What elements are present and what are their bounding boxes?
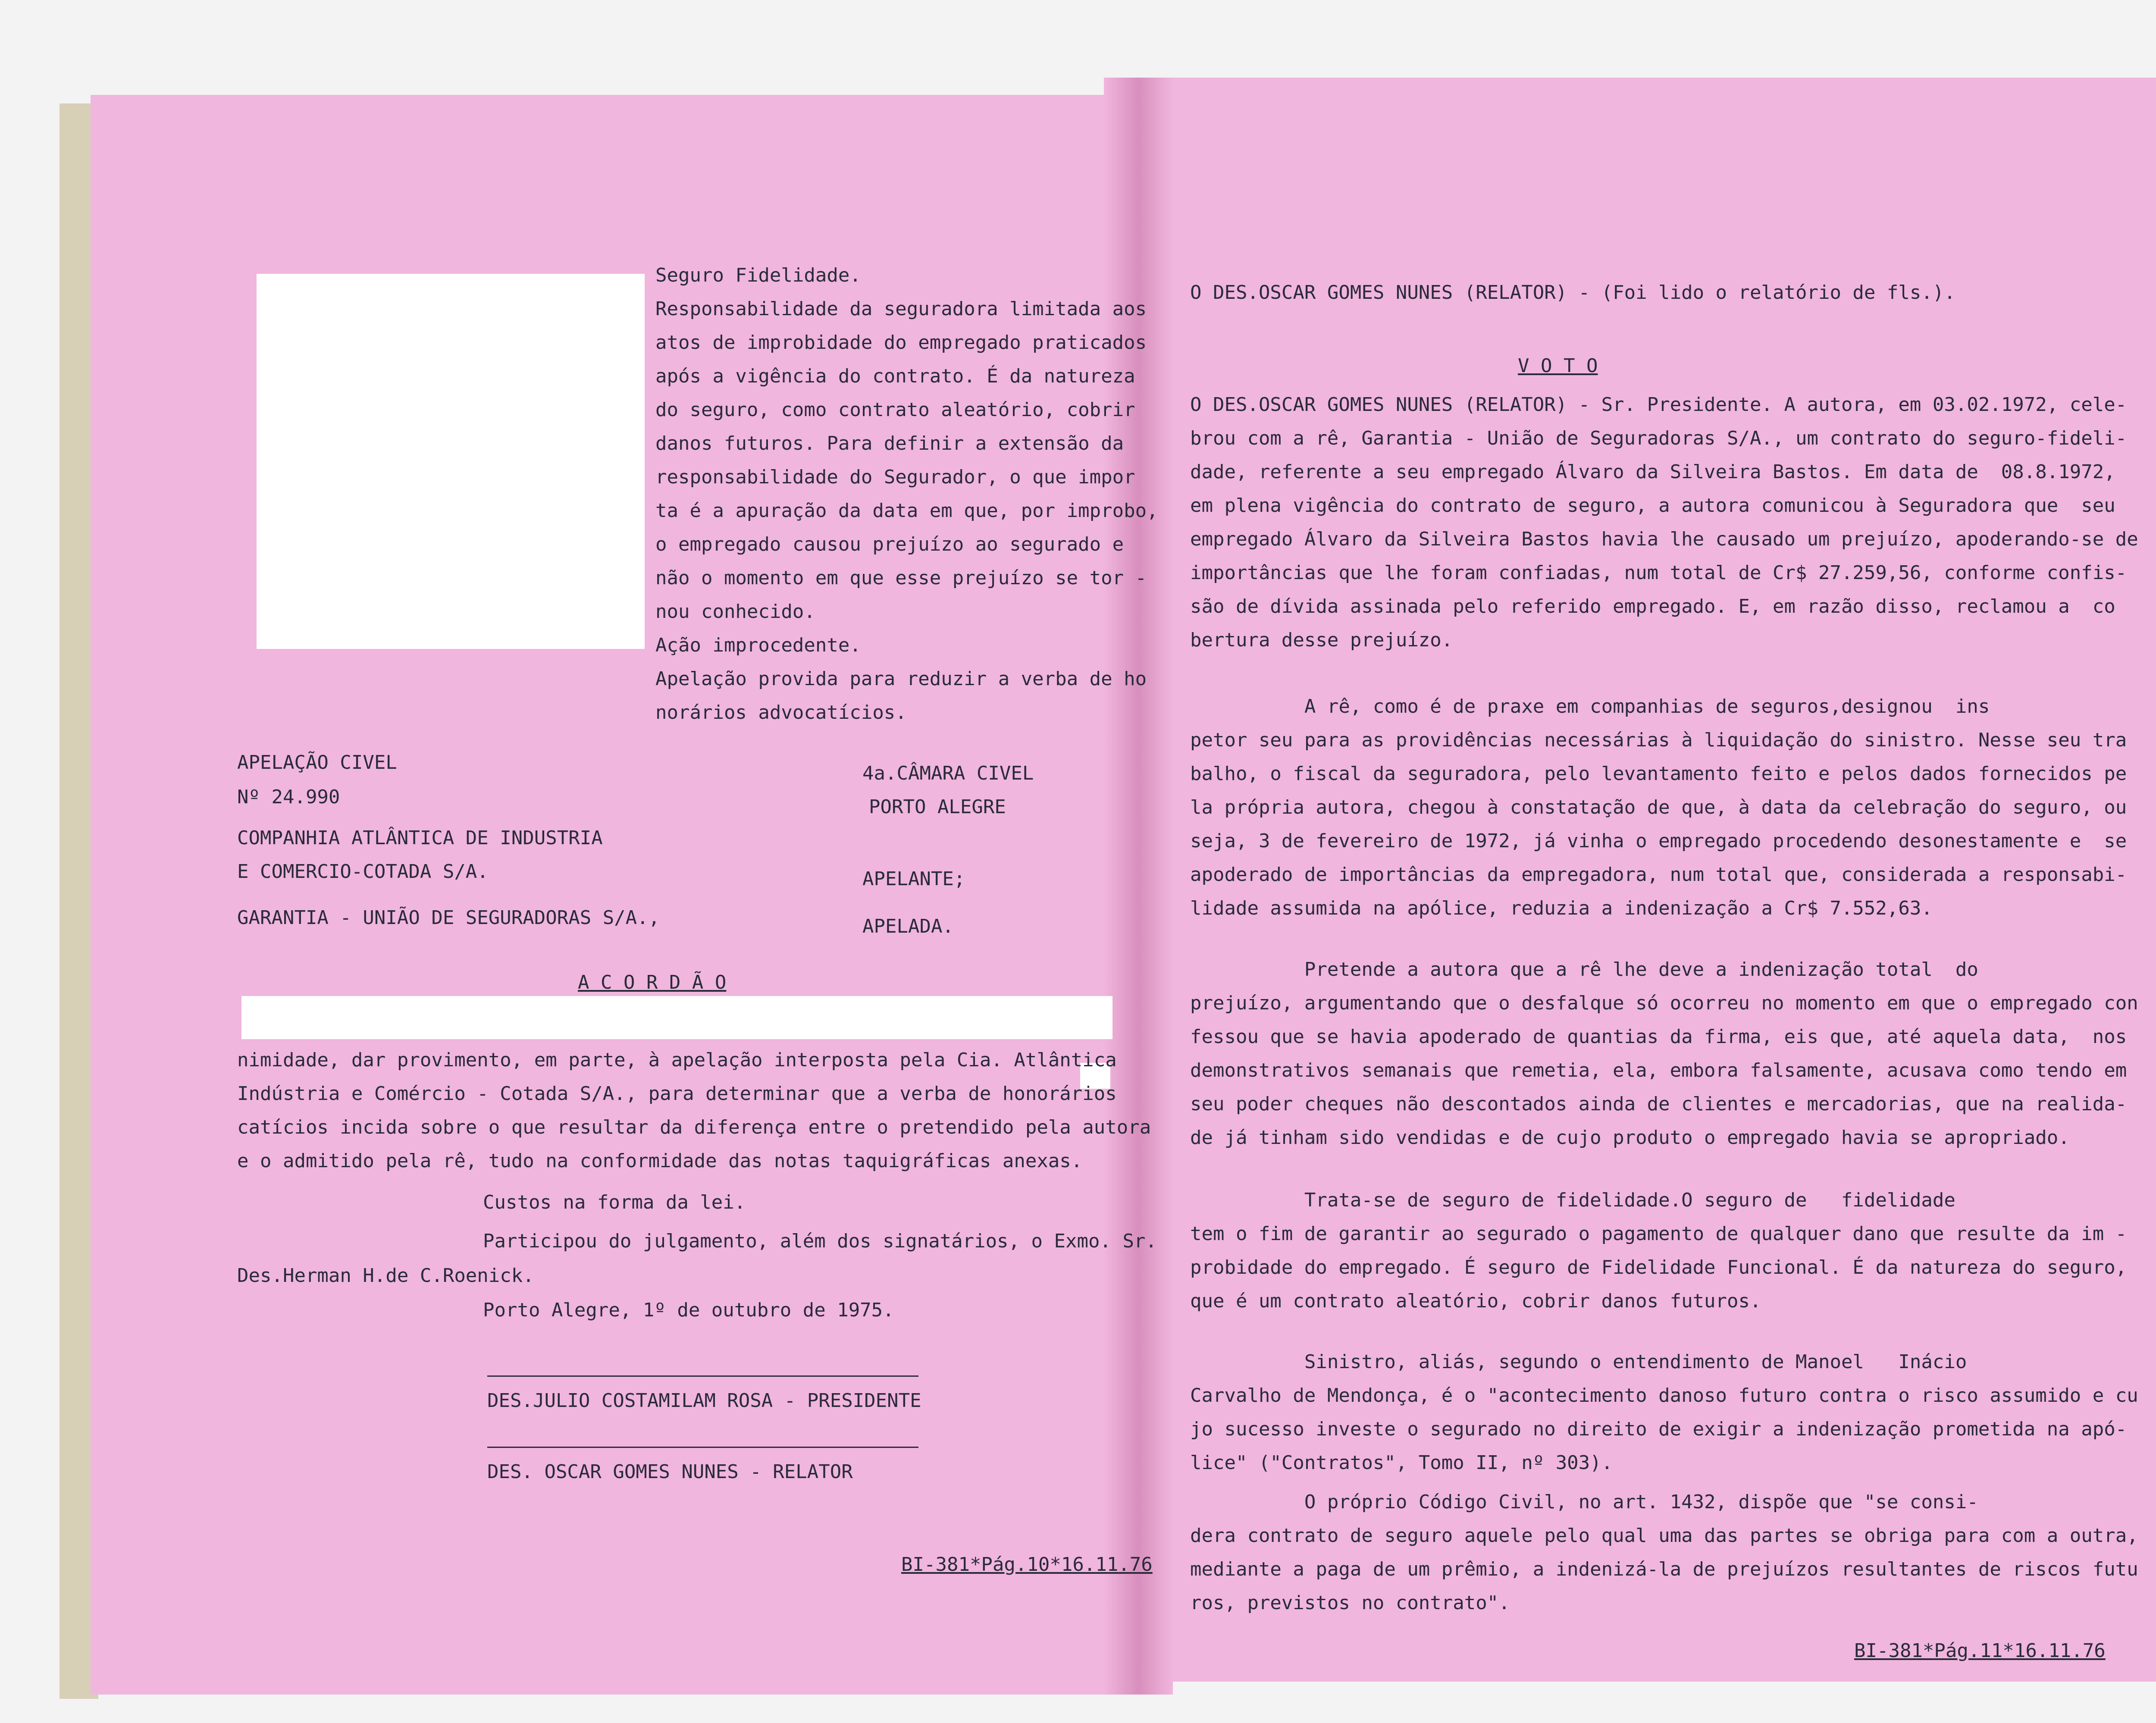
voto-line: fessou que se havia apoderado de quantias da firma, eis que, até aquela data, nos (1190, 1026, 2127, 1048)
ementa-line: danos futuros. Para definir a extensão da (655, 432, 1124, 454)
redaction-block-acordao (241, 996, 1112, 1039)
voto-line: apoderado de importâncias da empregadora, num total que, considerada a responsabi- (1190, 864, 2127, 886)
voto-line: prejuízo, argumentando que o desfalque só ocorreu no momento em que o empregado con (1190, 992, 2138, 1014)
redaction-block-top (257, 274, 645, 649)
voto-line: A rê, como é de praxe em companhias de seguros,designou ins (1190, 695, 1990, 717)
voto-line: jo sucesso investe o segurado no direito de exigir a indenização prometida na apó- (1190, 1418, 2127, 1440)
voto-line: ros, previstos no contrato". (1190, 1592, 1510, 1614)
acordao-line: Des.Herman H.de C.Roenick. (237, 1265, 534, 1287)
appellee-role: APELADA. (862, 915, 954, 937)
ementa-line: o empregado causou prejuízo ao segurado e (655, 533, 1124, 555)
appellant-role: APELANTE; (862, 868, 965, 890)
voto-line: bertura desse prejuízo. (1190, 629, 1453, 651)
voto-line: probidade do empregado. É seguro de Fidelidade Funcional. É da natureza do seguro, (1190, 1256, 2127, 1278)
voto-line: Sinistro, aliás, segundo o entendimento de Manoel Inácio (1190, 1351, 1967, 1373)
ementa-line: Responsabilidade da seguradora limitada aos (655, 298, 1147, 320)
court-city: PORTO ALEGRE (869, 796, 1006, 818)
voto-line: Pretende a autora que a rê lhe deve a indenização total do (1190, 959, 1978, 981)
ementa-line: Ação improcedente. (655, 634, 861, 656)
acordao-line: Participou do julgamento, além dos signatários, o Exmo. Sr. (483, 1230, 1157, 1252)
acordao-line: Indústria e Comércio - Cotada S/A., para determinar que a verba de honorários (237, 1083, 1117, 1105)
voto-line: seja, 3 de fevereiro de 1972, já vinha o empregado procedendo desonestamente e se (1190, 830, 2127, 852)
signature-president: DES.JULIO COSTAMILAM ROSA - PRESIDENTE (487, 1390, 921, 1412)
acordao-line: catícios incida sobre o que resultar da diferença entre o pretendido pela autora (237, 1116, 1151, 1138)
court-chamber: 4a.CÂMARA CIVEL (862, 762, 1034, 784)
voto-line: lice" ("Contratos", Tomo II, nº 303). (1190, 1452, 1613, 1474)
page-footer-right: BI-381*Pág.11*16.11.76 (1854, 1640, 2106, 1662)
ementa-line: após a vigência do contrato. É da natureza (655, 365, 1135, 387)
ementa-line: não o momento em que esse prejuízo se tor - (655, 567, 1147, 589)
voto-line: O próprio Código Civil, no art. 1432, dispõe que "se consi- (1190, 1491, 1978, 1513)
acordao-date: Porto Alegre, 1º de outubro de 1975. (483, 1299, 894, 1321)
acordao-title: A C O R D Ã O (578, 971, 727, 993)
acordao-line: e o admitido pela rê, tudo na conformidade das notas taquigráficas anexas. (237, 1150, 1083, 1172)
relator-header: O DES.OSCAR GOMES NUNES (RELATOR) - (Foi lido o relatório de fls.). (1190, 282, 1955, 304)
signature-line (487, 1447, 918, 1448)
voto-line: la própria autora, chegou à constatação de que, à data da celebração do seguro, ou (1190, 796, 2127, 818)
voto-line: Trata-se de seguro de fidelidade.O seguro de fidelidade (1190, 1189, 1955, 1211)
ementa-line: atos de improbidade do empregado praticados (655, 332, 1147, 354)
voto-title: V O T O (1518, 355, 1598, 377)
voto-line: de já tinham sido vendidas e de cujo produto o empregado havia se apropriado. (1190, 1127, 2070, 1149)
appellee-name: GARANTIA - UNIÃO DE SEGURADORAS S/A., (237, 907, 660, 929)
case-number: Nº 24.990 (237, 786, 340, 808)
voto-line: balho, o fiscal da seguradora, pelo levantamento feito e pelos dados fornecidos pe (1190, 763, 2127, 785)
signature-line (487, 1375, 918, 1377)
voto-line: seu poder cheques não descontados ainda de clientes e mercadorias, que na realida- (1190, 1093, 2127, 1115)
voto-line: dera contrato de seguro aquele pelo qual uma das partes se obriga para com a outra, (1190, 1525, 2138, 1547)
acordao-line: Custos na forma da lei. (483, 1191, 746, 1213)
ementa-line: do seguro, como contrato aleatório, cobrir (655, 399, 1135, 421)
ementa-line: responsabilidade do Segurador, o que impor (655, 466, 1135, 488)
acordao-line: nimidade, dar provimento, em parte, à apelação interposta pela Cia. Atlântica (237, 1049, 1117, 1071)
signature-relator: DES. OSCAR GOMES NUNES - RELATOR (487, 1461, 853, 1483)
voto-line: dade, referente a seu empregado Álvaro da Silveira Bastos. Em data de 08.8.1972, (1190, 461, 2115, 483)
voto-line: são de dívida assinada pelo referido empregado. E, em razão disso, reclamou a co (1190, 595, 2115, 617)
appellant-name-2: E COMERCIO-COTADA S/A. (237, 861, 489, 883)
voto-line: mediante a paga de um prêmio, a indenizá-la de prejuízos resultantes de riscos futu (1190, 1558, 2138, 1580)
voto-line: Carvalho de Mendonça, é o "acontecimento danoso futuro contra o risco assumido e cu (1190, 1385, 2138, 1407)
ementa-line: nou conhecido. (655, 601, 815, 623)
voto-line: importâncias que lhe foram confiadas, num total de Cr$ 27.259,56, conforme confis- (1190, 562, 2127, 584)
voto-line: que é um contrato aleatório, cobrir danos futuros. (1190, 1290, 1761, 1312)
voto-line: tem o fim de garantir ao segurado o pagamento de qualquer dano que resulte da im - (1190, 1223, 2127, 1245)
voto-line: lidade assumida na apólice, reduzia a indenização a Cr$ 7.552,63. (1190, 897, 1933, 919)
voto-line: O DES.OSCAR GOMES NUNES (RELATOR) - Sr. Presidente. A autora, em 03.02.1972, cele- (1190, 394, 2127, 416)
page-footer-left: BI-381*Pág.10*16.11.76 (901, 1554, 1153, 1576)
voto-line: empregado Álvaro da Silveira Bastos havia lhe causado um prejuízo, apoderando-se de (1190, 528, 2138, 550)
ementa-line: norários advocatícios. (655, 702, 907, 724)
voto-line: demonstrativos semanais que remetia, ela, embora falsamente, acusava como tendo em (1190, 1059, 2127, 1081)
ementa-line: Apelação provida para reduzir a verba de ho (655, 668, 1147, 690)
voto-line: petor seu para as providências necessárias à liquidação do sinistro. Nesse seu tra (1190, 729, 2127, 751)
voto-line: em plena vigência do contrato de seguro, a autora comunicou à Seguradora que seu (1190, 495, 2115, 517)
voto-line: brou com a rê, Garantia - União de Seguradoras S/A., um contrato do seguro-fideli- (1190, 427, 2127, 449)
ementa-line: ta é a apuração da data em que, por improbo, (655, 500, 1158, 522)
ementa-line: Seguro Fidelidade. (655, 264, 861, 286)
case-type: APELAÇÃO CIVEL (237, 752, 397, 774)
appellant-name: COMPANHIA ATLÂNTICA DE INDUSTRIA (237, 827, 603, 849)
